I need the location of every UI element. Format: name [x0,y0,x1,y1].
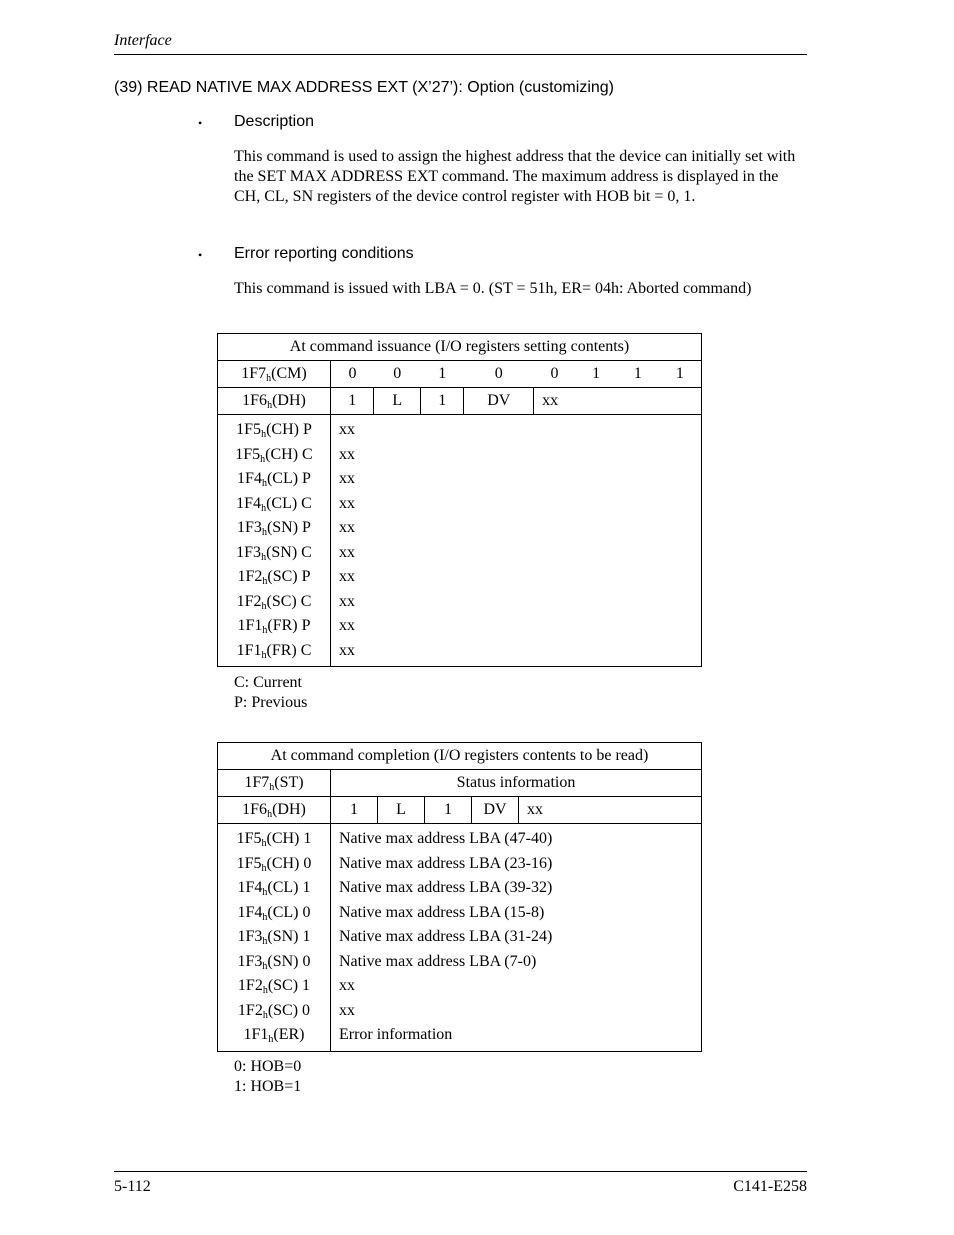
cm-register-label: $1F7_h(CM)$ [218,361,331,388]
register-value: Native max address LBA (23-16) [339,854,553,872]
page-number: 5-112 [114,1178,151,1195]
register-value: Native max address LBA (39-32) [339,879,553,896]
dh-register-label: $1F6_h(DH)$ [218,388,331,415]
register-value: xx [339,977,355,994]
description-label: Description [234,113,315,130]
bullet-error-conditions: • [198,248,203,262]
register-value: xx [339,592,355,610]
completion-register-labels [218,824,331,1052]
completion-register-table [217,742,702,1052]
dh-cell: L [374,388,421,415]
register-value: xx [339,470,355,487]
register-value: Native max address LBA (47-40) [339,830,553,847]
cm-bit: 1 [659,361,702,388]
register-label: $1F1_h(FR)$ P [237,617,311,636]
bullet-description: • [198,116,203,130]
dh-cell: xx [519,797,702,824]
error-conditions-text: This command is issued with LBA = 0. (ST = 51h, ER= 04h: Aborted command) [234,280,752,297]
dh-cell: xx [534,388,702,415]
dh-cell: 1 [331,388,374,415]
register-value: xx [339,519,355,536]
register-value: Native max address LBA (7-0) [339,952,537,970]
completion-register-values [331,824,702,1052]
register-value: xx [339,445,355,463]
issuance-register-values [331,415,702,667]
register-value: Native max address LBA (31-24) [339,928,553,945]
register-label: $1F2_h(SC)$ 0 [237,1001,311,1021]
issuance-table-title: At command issuance (I/O registers setting contents) [218,334,702,361]
register-label: $1F5_h(CH)$ 0 [236,854,312,874]
register-label: $1F4_h(CL)$ 1 [237,879,311,898]
cm-bit: 1 [575,361,617,388]
register-label: $1F4_h(CL)$ 0 [237,903,311,923]
status-information: Status information [331,770,702,797]
dh-cell: 1 [425,797,472,824]
document-id: C141-E258 [733,1178,807,1195]
register-label: $1F4_h(CL)$ C [236,494,312,514]
register-label: $1F2_h(SC)$ P [237,568,311,587]
register-label: $1F5_h(CH)$ P [236,421,312,440]
register-value: xx [339,617,355,634]
issuance-register-labels [218,415,331,667]
register-value: xx [339,1001,355,1019]
cm-bit: 0 [534,361,576,388]
dh-cell: 1 [420,388,463,415]
issuance-register-table [217,333,702,667]
st-register-label: $1F7_h(ST)$ [218,770,331,797]
dh-register-label: $1F6_h(DH)$ [218,797,331,824]
dh-cell: DV [472,797,519,824]
register-label: $1F1_h(ER)$ [243,1026,305,1045]
register-label: $1F5_h(CH)$ C [235,445,313,465]
note-current: C: Current [234,674,302,691]
cm-bit: 1 [617,361,659,388]
dh-cell: 1 [331,797,378,824]
register-label: $1F3_h(SN)$ P [237,519,311,538]
note-previous: P: Previous [234,694,308,711]
register-value: xx [339,543,355,561]
note-hob-1: 1: HOB=1 [234,1078,302,1095]
register-value: xx [339,568,355,585]
register-label: $1F2_h(SC)$ 1 [237,977,311,996]
register-value: xx [339,641,355,659]
cm-bit: 0 [331,361,374,388]
note-hob-0: 0: HOB=0 [234,1058,302,1075]
register-label: $1F3_h(SN)$ C [236,543,312,563]
cm-bit: 1 [420,361,463,388]
register-value: Native max address LBA (15-8) [339,903,545,921]
completion-table-title: At command completion (I/O registers contents to be read) [218,743,702,770]
register-label: $1F2_h(SC)$ C [236,592,312,612]
description-text: This command is used to assign the highest address that the device can initially set with the SET MAX ADDRESS EXT command. The maximum address is displayed in the CH, CL, SN registers of the device control register with HOB bit = 0, 1. [234,148,796,205]
dh-cell: DV [464,388,534,415]
running-header [114,30,807,55]
register-value: xx [339,494,355,512]
register-value: Error information [339,1026,453,1043]
register-label: $1F4_h(CL)$ P [237,470,311,489]
cm-bit: 0 [374,361,421,388]
cm-bit: 0 [464,361,534,388]
page-footer [114,1171,807,1195]
register-label: $1F3_h(SN)$ 1 [237,928,311,947]
command-heading: (39) READ NATIVE MAX ADDRESS EXT (X’27’): Option (customizing) [114,79,614,96]
header-section-title: Interface [114,32,172,49]
register-label: $1F1_h(FR)$ C [236,641,312,661]
register-value: xx [339,421,355,438]
error-conditions-label: Error reporting conditions [234,245,414,262]
register-label: $1F5_h(CH)$ 1 [236,830,312,849]
dh-cell: L [378,797,425,824]
register-label: $1F3_h(SN)$ 0 [237,952,311,972]
